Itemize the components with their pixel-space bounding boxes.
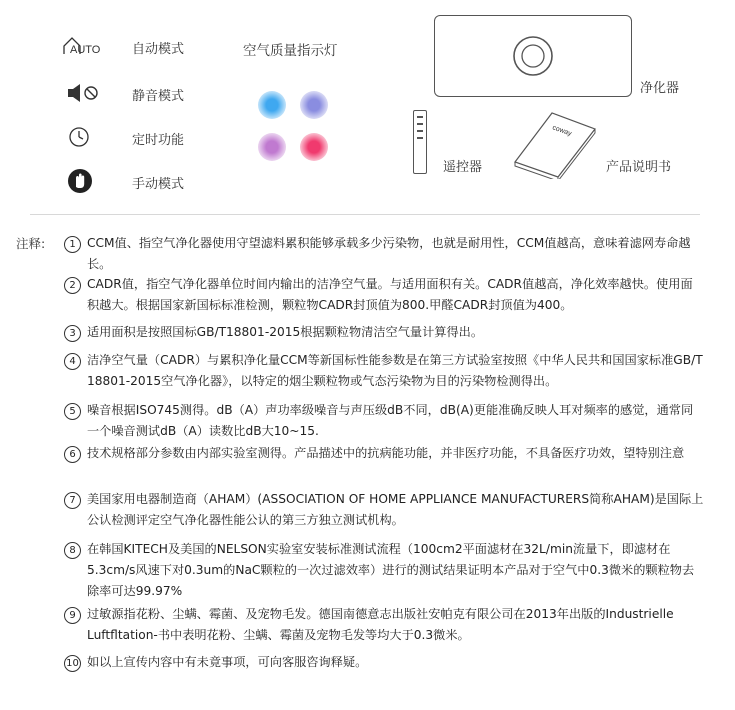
note-number: 7 bbox=[64, 492, 81, 509]
note-item bbox=[64, 443, 704, 464]
divider bbox=[30, 214, 700, 215]
auto-icon bbox=[62, 34, 101, 58]
manual-booklet-illustration bbox=[510, 107, 600, 179]
note-number: 9 bbox=[64, 607, 81, 624]
note-number: 5 bbox=[64, 403, 81, 420]
note-number: 8 bbox=[64, 542, 81, 559]
indicator-light bbox=[300, 133, 328, 161]
note-text: CADR值，指空气净化器单位时间内输出的洁净空气量。与适用面积有关。CADR值越高，净化效率越快。使用面积越大。根据国家新国标标准检测，颗粒物CADR封顶值为800.甲醛CADR封顶值为400。 bbox=[87, 277, 693, 312]
note-text: 适用面积是按照国标GB/T18801-2015根据颗粒物清洁空气量计算得出。 bbox=[87, 325, 484, 339]
notes-heading: 注释: bbox=[16, 236, 46, 251]
mute-icon bbox=[66, 81, 98, 105]
note-text: 噪音根据ISO745测得。dB（A）声功率级噪音与声压级dB不同，dB(A)更能准确反映人耳对频率的感觉，通常同一个噪音测试dB（A）读数比dB大10~15. bbox=[87, 403, 694, 438]
note-item bbox=[64, 350, 704, 392]
remote-label: 遥控器 bbox=[443, 160, 483, 175]
note-text: 在韩国KITECH及美国的NELSON实验室安装标准测试流程（100cm2平面滤材在32L/min流量下，即滤材在5.3cm/s风速下对0.3um的NaC颗粒的一次过滤效率）进行的测试结果证明本产品对于空气中0.3微米的颗粒物去除率可达99.97% bbox=[87, 542, 695, 598]
note-number: 2 bbox=[64, 277, 81, 294]
note-text: 过敏源指花粉、尘螨、霉菌、及宠物毛发。德国南德意志出版社安帕克有限公司在2013年出版的Industrielle Luftfltation-书中表明花粉、尘螨、霉菌及宠物毛发等均大于0.3微米。 bbox=[87, 607, 674, 642]
note-item bbox=[64, 604, 704, 646]
indicator-light bbox=[258, 91, 286, 119]
note-number: 3 bbox=[64, 325, 81, 342]
note-item bbox=[64, 233, 704, 275]
indicator-light bbox=[300, 91, 328, 119]
note-text: 洁净空气量（CADR）与累积净化量CCM等新国标性能参数是在第三方试验室按照《中华人民共和国国家标准GB/T 18801-2015空气净化器》，以特定的烟尘颗粒物或气态污染物为目的污染物检测得出。 bbox=[87, 353, 703, 388]
note-number: 4 bbox=[64, 353, 81, 370]
remote-illustration bbox=[413, 110, 427, 174]
mode-label-timer: 定时功能 bbox=[132, 133, 185, 148]
mode-label-manual: 手动模式 bbox=[132, 177, 185, 192]
mode-label-mute: 静音模式 bbox=[132, 89, 185, 104]
manual-label: 产品说明书 bbox=[606, 160, 672, 175]
note-text: 美国家用电器制造商（AHAM）(ASSOCIATION OF HOME APPLIANCE MANUFACTURERS简称AHAM)是国际上公认检测评定空气净化器性能公认的第三方独立测试机构。 bbox=[87, 492, 704, 527]
note-number: 6 bbox=[64, 446, 81, 463]
note-number: 1 bbox=[64, 236, 81, 253]
note-item bbox=[64, 489, 704, 531]
note-item bbox=[64, 274, 704, 316]
manual-brand-text: coway bbox=[551, 124, 573, 138]
mode-label-auto: 自动模式 bbox=[132, 42, 185, 57]
note-number: 10 bbox=[64, 655, 81, 672]
note-item bbox=[64, 400, 704, 442]
note-item bbox=[64, 652, 704, 673]
purifier-label: 净化器 bbox=[640, 81, 680, 96]
indicator-title: 空气质量指示灯 bbox=[243, 43, 338, 59]
hand-icon bbox=[67, 168, 99, 192]
note-text: CCM值、指空气净化器使用守望滤料累积能够承载多少污染物，也就是耐用性，CCM值越高，意味着滤网寿命越长。 bbox=[87, 236, 691, 271]
note-item bbox=[64, 322, 704, 343]
note-text: 技术规格部分参数由内部实验室测得。产品描述中的抗病能功能，并非医疗功能，不具备医疗功效，望特别注意 bbox=[87, 446, 685, 460]
power-knob-icon bbox=[511, 34, 555, 78]
auto-icon-text: AUTO bbox=[70, 44, 101, 56]
purifier-illustration bbox=[434, 15, 632, 97]
timer-icon bbox=[67, 125, 99, 149]
note-item bbox=[64, 539, 704, 602]
indicator-light bbox=[258, 133, 286, 161]
note-text: 如以上宣传内容中有未竟事项，可向客服咨询释疑。 bbox=[87, 655, 368, 669]
